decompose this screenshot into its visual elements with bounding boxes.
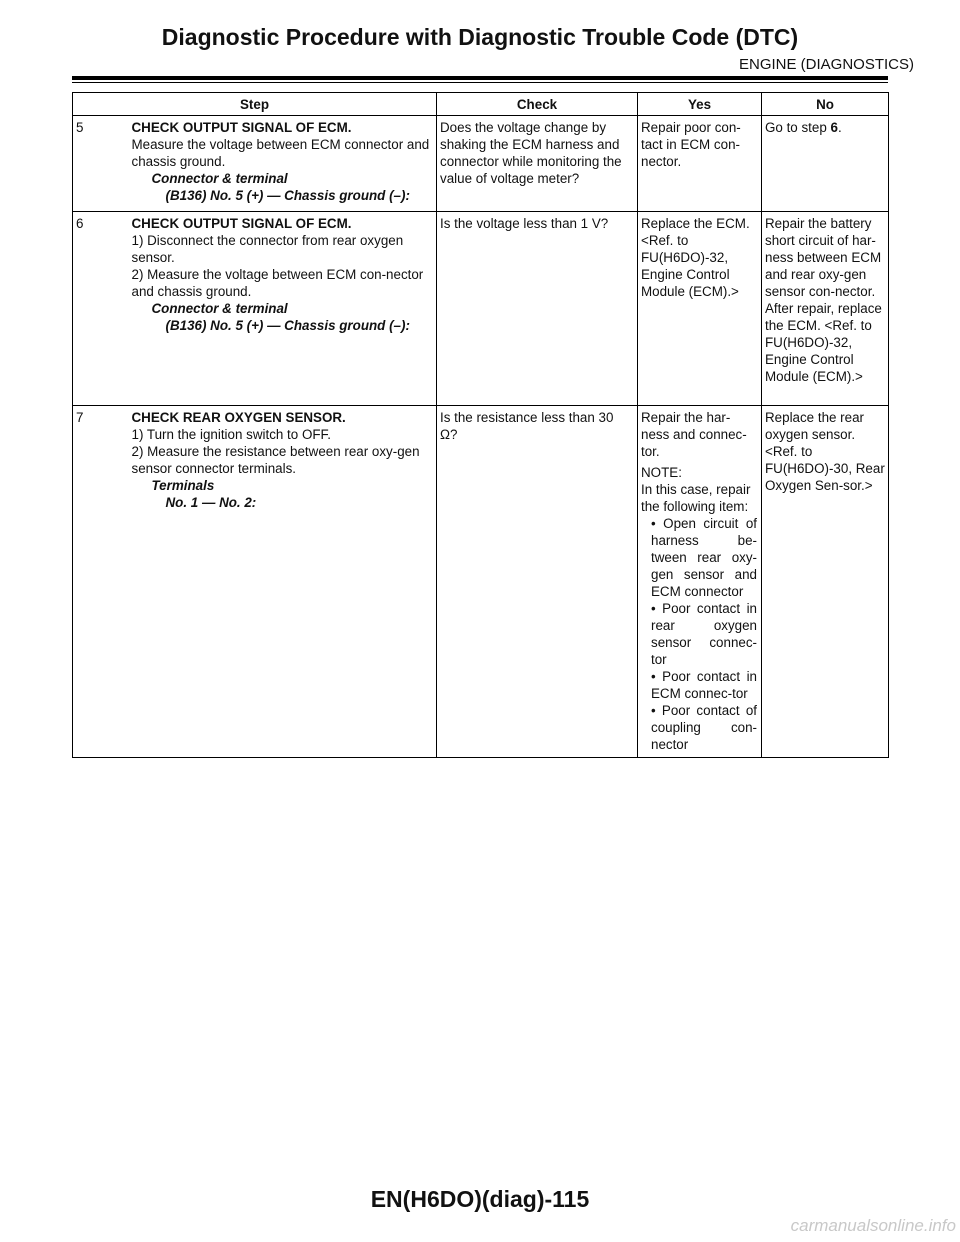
page-title: Diagnostic Procedure with Diagnostic Trouble Code (DTC) bbox=[161, 24, 799, 50]
note-item: • Poor contact of coupling con-nector bbox=[651, 703, 757, 752]
step-instruction: 2) Measure the voltage between ECM con-nector and chassis ground. bbox=[131, 267, 424, 299]
step-number: 7 bbox=[73, 406, 129, 758]
note-item: • Poor contact in rear oxygen sensor connec-tor bbox=[651, 601, 757, 667]
no-cell bbox=[762, 116, 889, 212]
no-cell: Repair the battery short circuit of har-ness between ECM and rear oxy-gen sensor con-nector. After repair, replace the ECM. <Ref. to FU(H6DO)-32, Engine Control Module (ECM).> bbox=[762, 212, 889, 406]
column-header-step: Step bbox=[73, 93, 437, 116]
step-instruction: 2) Measure the resistance between rear oxy-gen sensor connector terminals. bbox=[131, 444, 420, 476]
spec-label: Connector & terminal bbox=[151, 301, 288, 316]
step-title: CHECK REAR OXYGEN SENSOR. bbox=[131, 410, 346, 425]
spec-label: Terminals bbox=[151, 478, 215, 493]
no-cell: Replace the rear oxygen sensor. <Ref. to FU(H6DO)-30, Rear Oxygen Sen-sor.> bbox=[762, 406, 889, 758]
step-title: CHECK OUTPUT SIGNAL OF ECM. bbox=[131, 120, 352, 135]
no-suffix: . bbox=[837, 120, 842, 135]
section-label: ENGINE (DIAGNOSTICS) bbox=[738, 56, 914, 73]
spec-value: (B136) No. 5 (+) — Chassis ground (–): bbox=[165, 318, 410, 333]
step-instruction: 1) Disconnect the connector from rear oxygen sensor. bbox=[131, 233, 404, 265]
yes-cell: Replace the ECM. <Ref. to FU(H6DO)-32, Engine Control Module (ECM).> bbox=[638, 212, 762, 406]
yes-text: Repair the har-ness and connec-tor. bbox=[641, 410, 747, 459]
table-row bbox=[73, 212, 889, 406]
step-number: 6 bbox=[73, 212, 129, 406]
note-item: • Poor contact in ECM connec-tor bbox=[651, 669, 757, 701]
column-header-no: No bbox=[762, 93, 889, 116]
step-instruction: Measure the voltage between ECM connector and chassis ground. bbox=[131, 137, 430, 169]
header-rule-thick bbox=[72, 76, 888, 80]
step-cell bbox=[129, 212, 437, 406]
spec-label: Connector & terminal bbox=[151, 171, 288, 186]
step-title: CHECK OUTPUT SIGNAL OF ECM. bbox=[131, 216, 352, 231]
step-cell bbox=[129, 406, 437, 758]
note-item: • Open circuit of harness be-tween rear oxy-gen sensor and ECM connector bbox=[651, 516, 757, 599]
page-footer-id: EN(H6DO)(diag)-115 bbox=[370, 1186, 590, 1212]
note-intro: In this case, repair the following item: bbox=[641, 482, 751, 514]
yes-cell: Repair poor con-tact in ECM con-nector. bbox=[638, 116, 762, 212]
column-header-yes: Yes bbox=[638, 93, 762, 116]
check-cell: Does the voltage change by shaking the ECM harness and connector while monitoring the value of voltage meter? bbox=[437, 116, 638, 212]
step-cell bbox=[129, 116, 437, 212]
watermark: carmanualsonline.info bbox=[790, 1216, 956, 1235]
check-cell: Is the voltage less than 1 V? bbox=[437, 212, 638, 406]
spec-value: No. 1 — No. 2: bbox=[165, 495, 257, 510]
column-header-check: Check bbox=[437, 93, 638, 116]
diagnostic-table bbox=[72, 92, 889, 758]
header-rule-thin bbox=[72, 82, 888, 83]
step-number: 5 bbox=[73, 116, 129, 212]
table-row bbox=[73, 406, 889, 758]
step-instruction: 1) Turn the ignition switch to OFF. bbox=[131, 427, 331, 442]
check-cell: Is the resistance less than 30 Ω? bbox=[437, 406, 638, 758]
no-prefix: Go to step bbox=[765, 120, 831, 135]
table-header-row bbox=[73, 93, 889, 116]
no-step-ref: 6 bbox=[830, 120, 838, 135]
note-label: NOTE: bbox=[641, 465, 682, 480]
table-row bbox=[73, 116, 889, 212]
yes-cell bbox=[638, 406, 762, 758]
spec-value: (B136) No. 5 (+) — Chassis ground (–): bbox=[165, 188, 410, 203]
